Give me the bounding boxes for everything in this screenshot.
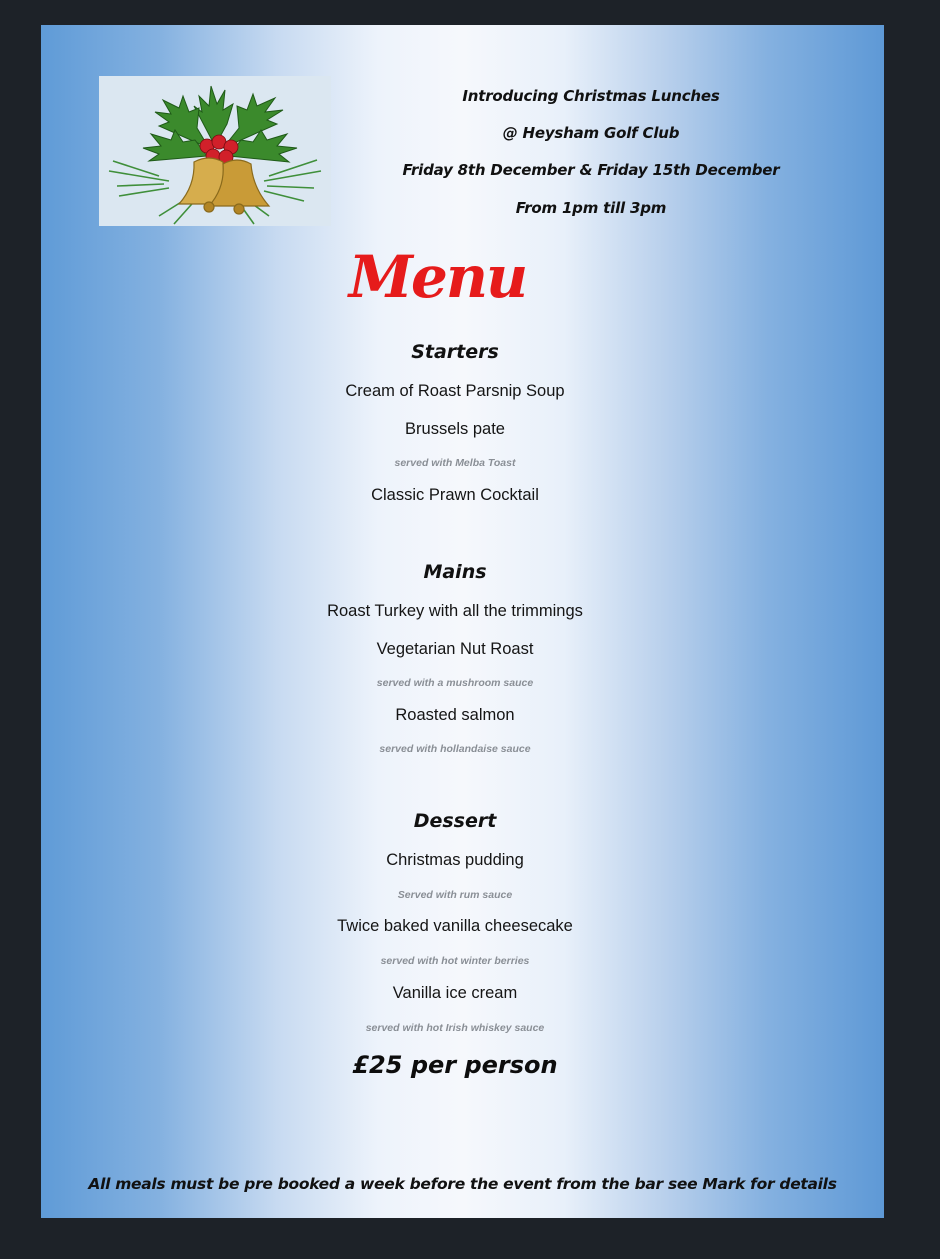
starters-heading: Starters [411,341,499,363]
menu-item-note: served with Melba Toast [394,457,516,469]
mains-heading: Mains [423,561,487,583]
price: £25 per person [352,1051,558,1079]
menu-item: Christmas pudding [386,851,524,869]
holly-bells-icon [99,76,331,226]
menu-title: Menu [348,243,527,311]
venue: @ Heysham Golf Club [502,124,680,142]
menu-item: Classic Prawn Cocktail [371,486,539,504]
menu-item: Roasted salmon [395,706,515,724]
menu-item: Cream of Roast Parsnip Soup [345,382,565,400]
menu-item: Brussels pate [405,420,505,438]
menu-item: Twice baked vanilla cheesecake [337,917,573,935]
event-title: Introducing Christmas Lunches [462,87,720,105]
menu-item: Vegetarian Nut Roast [376,640,534,658]
menu-item-note: served with a mushroom sauce [376,677,534,689]
menu-item: Vanilla ice cream [392,984,518,1002]
menu-page [41,25,884,1218]
menu-item-note: served with hollandaise sauce [379,743,531,755]
dessert-heading: Dessert [413,810,497,832]
menu-item-note: served with hot winter berries [380,955,530,967]
event-dates: Friday 8th December & Friday 15th December [402,161,780,179]
menu-item-note: Served with rum sauce [397,889,513,901]
menu-item-note: served with hot Irish whiskey sauce [365,1022,545,1034]
event-time: From 1pm till 3pm [515,199,667,217]
menu-item: Roast Turkey with all the trimmings [327,602,583,620]
booking-note: All meals must be pre booked a week before the event from the bar see Mark for details [88,1175,837,1193]
